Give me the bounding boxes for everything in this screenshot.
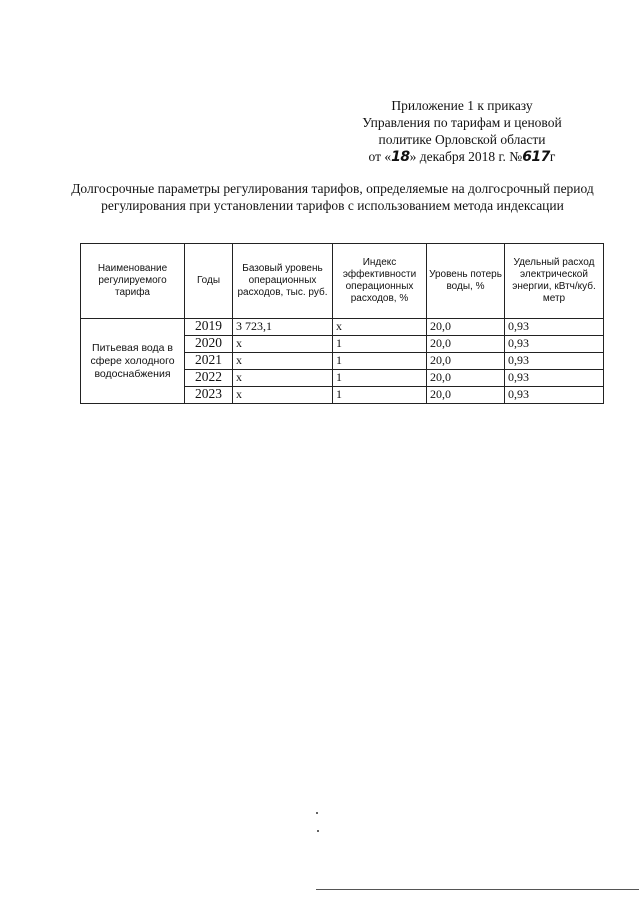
- table-row: [81, 319, 604, 336]
- efficiency-index-cell: 1: [333, 387, 427, 404]
- efficiency-index-cell: 1: [333, 370, 427, 387]
- header-line-2: Управления по тарифам и ценовой: [362, 115, 562, 130]
- scan-speck: [316, 812, 318, 814]
- energy-consumption-cell: 0,93: [505, 370, 604, 387]
- date-suffix: г: [549, 149, 556, 164]
- header-base-level: Базовый уровень операционных расходов, тыс. руб.: [233, 244, 333, 319]
- product-name-cell: Питьевая вода в сфере холодного водоснабжения: [81, 319, 185, 404]
- date-mid: » декабря 2018 г. №: [409, 149, 523, 164]
- year-cell: 2021: [185, 353, 233, 370]
- date-day-handwritten: 18: [391, 149, 410, 165]
- energy-consumption-cell: 0,93: [505, 319, 604, 336]
- base-level-cell: 3 723,1: [233, 319, 333, 336]
- header-year: Годы: [185, 244, 233, 319]
- year-cell: 2022: [185, 370, 233, 387]
- year-cell: 2023: [185, 387, 233, 404]
- base-level-cell: x: [233, 387, 333, 404]
- header-water-losses: Уровень потерь воды, %: [427, 244, 505, 319]
- efficiency-index-cell: 1: [333, 353, 427, 370]
- order-header: [347, 97, 577, 166]
- scan-speck: [317, 830, 319, 832]
- energy-consumption-cell: 0,93: [505, 336, 604, 353]
- water-losses-cell: 20,0: [427, 370, 505, 387]
- year-cell: 2020: [185, 336, 233, 353]
- efficiency-index-cell: 1: [333, 336, 427, 353]
- order-number-handwritten: 617: [522, 149, 550, 165]
- water-losses-cell: 20,0: [427, 319, 505, 336]
- document-title: Долгосрочные параметры регулирования тарифов, определяемые на долгосрочный период регулирования при установлении тарифов с использованием метода индексации: [71, 181, 594, 213]
- header-date-line: [347, 148, 577, 166]
- header-efficiency-index: Индекс эффективности операционных расходов, %: [333, 244, 427, 319]
- year-cell: 2019: [185, 319, 233, 336]
- water-losses-cell: 20,0: [427, 387, 505, 404]
- header-product: Наименование регулируемого тарифа: [81, 244, 185, 319]
- water-losses-cell: 20,0: [427, 336, 505, 353]
- header-line-1: Приложение 1 к приказу: [391, 98, 533, 113]
- header-line-3: политике Орловской области: [378, 132, 546, 147]
- parameters-table: [80, 243, 604, 404]
- energy-consumption-cell: 0,93: [505, 387, 604, 404]
- base-level-cell: x: [233, 336, 333, 353]
- date-prefix: от «: [368, 149, 392, 164]
- water-losses-cell: 20,0: [427, 353, 505, 370]
- header-energy-consumption: Удельный расход электрической энергии, кВтч/куб. метр: [505, 244, 604, 319]
- table-header-row: [81, 244, 604, 319]
- base-level-cell: x: [233, 353, 333, 370]
- energy-consumption-cell: 0,93: [505, 353, 604, 370]
- base-level-cell: x: [233, 370, 333, 387]
- efficiency-index-cell: x: [333, 319, 427, 336]
- scan-edge-line: [316, 889, 639, 890]
